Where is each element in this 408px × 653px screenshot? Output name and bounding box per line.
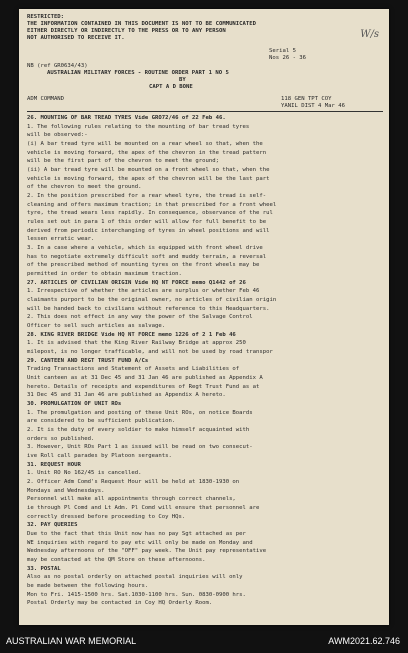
order-line: Mondays and Wednesdays. (27, 487, 105, 494)
order-line: 1. Irrespective of whether the articles are surplus or whether Feb 46 (27, 288, 260, 295)
order-line: Officer to sell such articles as salvage. (27, 323, 166, 329)
order-line: correctly dressed before proceeding to Coy HQs. (27, 513, 186, 520)
by-label: BY (179, 77, 186, 83)
order-line: vehicle is moving forward, the apex of the chevron will be the last part (27, 175, 270, 182)
order-line: hereto. Details of receipts and expenditures of Regt Trust Fund as at (27, 383, 260, 390)
unit-date: YANIL DIST 4 Mar 46 (281, 103, 345, 109)
order-line: 2. In the position prescribed for a rear wheel tyre, the tread is self- (27, 193, 267, 199)
order-line: Wednesday afternoons of the "OFF" pay week. The Unit pay representative (27, 548, 267, 555)
order-line: be made between the following hours. (27, 583, 149, 589)
handwritten-note: W/s (360, 29, 379, 40)
order-line: Mon to Fri. 1415-1500 hrs. Sat.1030-1100 hrs. Sun. 0830-0900 hrs. (27, 591, 246, 598)
order-line: will be observed:- (27, 132, 88, 139)
document-title: AUSTRALIAN MILITARY FORCES - ROUTINE ORDER PART 1 NO 5 (47, 70, 229, 76)
order-line: ive Roll call parades by Platoon sergeants. (27, 453, 172, 459)
order-heading: 33. POSTAL (27, 565, 61, 572)
header-rule (27, 111, 383, 112)
order-line: derived from periodic interchanging of tyres in wheel positions and will (27, 227, 270, 234)
order-line: lessen erratic wear. (27, 236, 95, 243)
order-line: cleaning and offers maximum traction; in that prescribed for a front wheel (27, 201, 277, 208)
order-line: 31 Dec 45 and 31 Jan 46 are published as Appendix A hereto. (27, 392, 226, 399)
order-line: permitted in order to obtain maximum traction. (27, 271, 182, 277)
order-heading: 32. PAY QUERIES (27, 522, 78, 529)
order-line: 1. The following rules relating to the mounting of bar tread tyres (27, 123, 250, 130)
order-line: 1. Unit RO No 162/45 is cancelled. (27, 470, 142, 477)
order-line: Personnel will make all appointments through correct channels, (27, 496, 236, 503)
order-line: Due to the fact that this Unit now has no pay Sgt attached as per (27, 531, 246, 537)
order-line: (ii) A bar tread tyre will be mounted on a front wheel so that, when the (27, 167, 270, 173)
order-heading: 29. CANTEEN AND REGT TRUST FUND A/Cs (27, 357, 149, 364)
order-line: are considered to be sufficient publication. (27, 418, 176, 425)
order-line: has to negotiate extremely difficult soft and muddy terrain, a reversal (27, 253, 267, 260)
order-line: Unit canteen as at 31 Dec 45 and 31 Jan 46 are published as Appendix A (27, 375, 263, 381)
restriction-line: RESTRICTED: (27, 14, 65, 20)
order-heading: 30. PROMULGATION OF UNIT ROs (27, 401, 122, 407)
order-line: Postal Orderly may be contacted in Coy HQ Orderly Room. (27, 600, 213, 607)
document-page (19, 9, 389, 625)
order-line: WE inquiries with regard to pay etc will only be made on Monday and (27, 539, 253, 546)
order-line: (i) A bar tread tyre will be mounted on a rear wheel so that, when the (27, 141, 263, 147)
order-line: will be handed back to civilians without reference to this Headquarters. (27, 305, 270, 312)
order-heading: 31. REQUEST HOUR (27, 461, 81, 468)
unit-name: 118 GEN TPT COY (281, 96, 332, 102)
order-line: of the chevron to meet the ground. (27, 184, 142, 191)
order-line: claimants purport to be the original owner, no articles of civilian origin (27, 297, 277, 303)
footer-accession: AWM2021.62.746 (328, 636, 400, 646)
serial-number: Serial 5 (269, 48, 296, 54)
restriction-line: NOT AUTHORISED TO RECEIVE IT. (27, 35, 125, 41)
order-line: 2. It is the duty of every soldier to make himself acquainted with (27, 427, 250, 433)
footer-institution: AUSTRALIAN WAR MEMORIAL (6, 636, 137, 646)
order-line: orders so published. (27, 435, 95, 442)
officer-name: CAPT A D BONE (149, 84, 193, 90)
order-line: of the prescribed method of mounting tyres on the front wheels may be (27, 262, 260, 269)
order-line: 3. In a case where a vehicle, which is equipped with front wheel drive (27, 245, 263, 251)
order-line: Also as no postal orderly on attached postal inquiries will only (27, 574, 243, 581)
order-line: vehicle is moving forward, the apex of the chevron in the tread pattern (27, 149, 267, 156)
order-line: 1. The promulgation and posting of these Unit ROs, on notice Boards (27, 409, 253, 416)
order-heading: 26. MOUNTING OF BAR TREAD TYRES Vide GRO72/46 of 22 Feb 46. (27, 115, 226, 121)
adm-command: ADM COMMAND (27, 96, 65, 102)
order-heading: 27. ARTICLES OF CIVILIAN ORIGIN Vide HQ NT FORCE memo Q1442 of 26 (27, 279, 246, 286)
order-line: milepost, is no longer trafficable, and will not be used by road transpor (27, 349, 273, 355)
order-line: may be contacted at the QM Store on these afternoons. (27, 557, 206, 563)
order-line: tyre, the tread wears less rapidly. In consequence, observance of the rul (27, 210, 273, 217)
order-line: Trading Transactions and Statement of Assets and Liabilities of (27, 366, 240, 373)
restriction-line: EITHER DIRECTLY OR INDIRECTLY TO THE PRESS OR TO ANY PERSON (27, 28, 226, 34)
order-line: 2. This does not effect in any way the power of the Salvage Control (27, 314, 253, 321)
order-line: rules set out in para 1 of this order will allow for full benefit to be (27, 219, 267, 225)
order-line: ie through Pl Comd and Lt Adm. Pl Comd will ensure that personnel are (27, 505, 260, 511)
order-line: will be the first part of the chevron to meet the ground; (27, 158, 219, 165)
footer (0, 631, 408, 653)
order-heading: 28. KING RIVER BRIDGE Vide HQ NT FORCE memo 1226 of 2 1 Feb 46 (27, 331, 236, 338)
serial-range: Nos 26 - 36 (269, 55, 307, 61)
restriction-line: THE INFORMATION CONTAINED IN THIS DOCUMENT IS NOT TO BE COMMUNICATED (27, 21, 257, 27)
order-line: 3. However, Unit ROs Part 1 as issued will be read on two consecut- (27, 444, 253, 451)
reference: NB (ref GR0634/43) (27, 63, 88, 69)
order-line: 2. Officer Adm Comd's Request Hour will be held at 1830-1930 on (27, 479, 240, 485)
order-line: 1. It is advised that the King River Railway Bridge at approx 250 (27, 340, 246, 347)
